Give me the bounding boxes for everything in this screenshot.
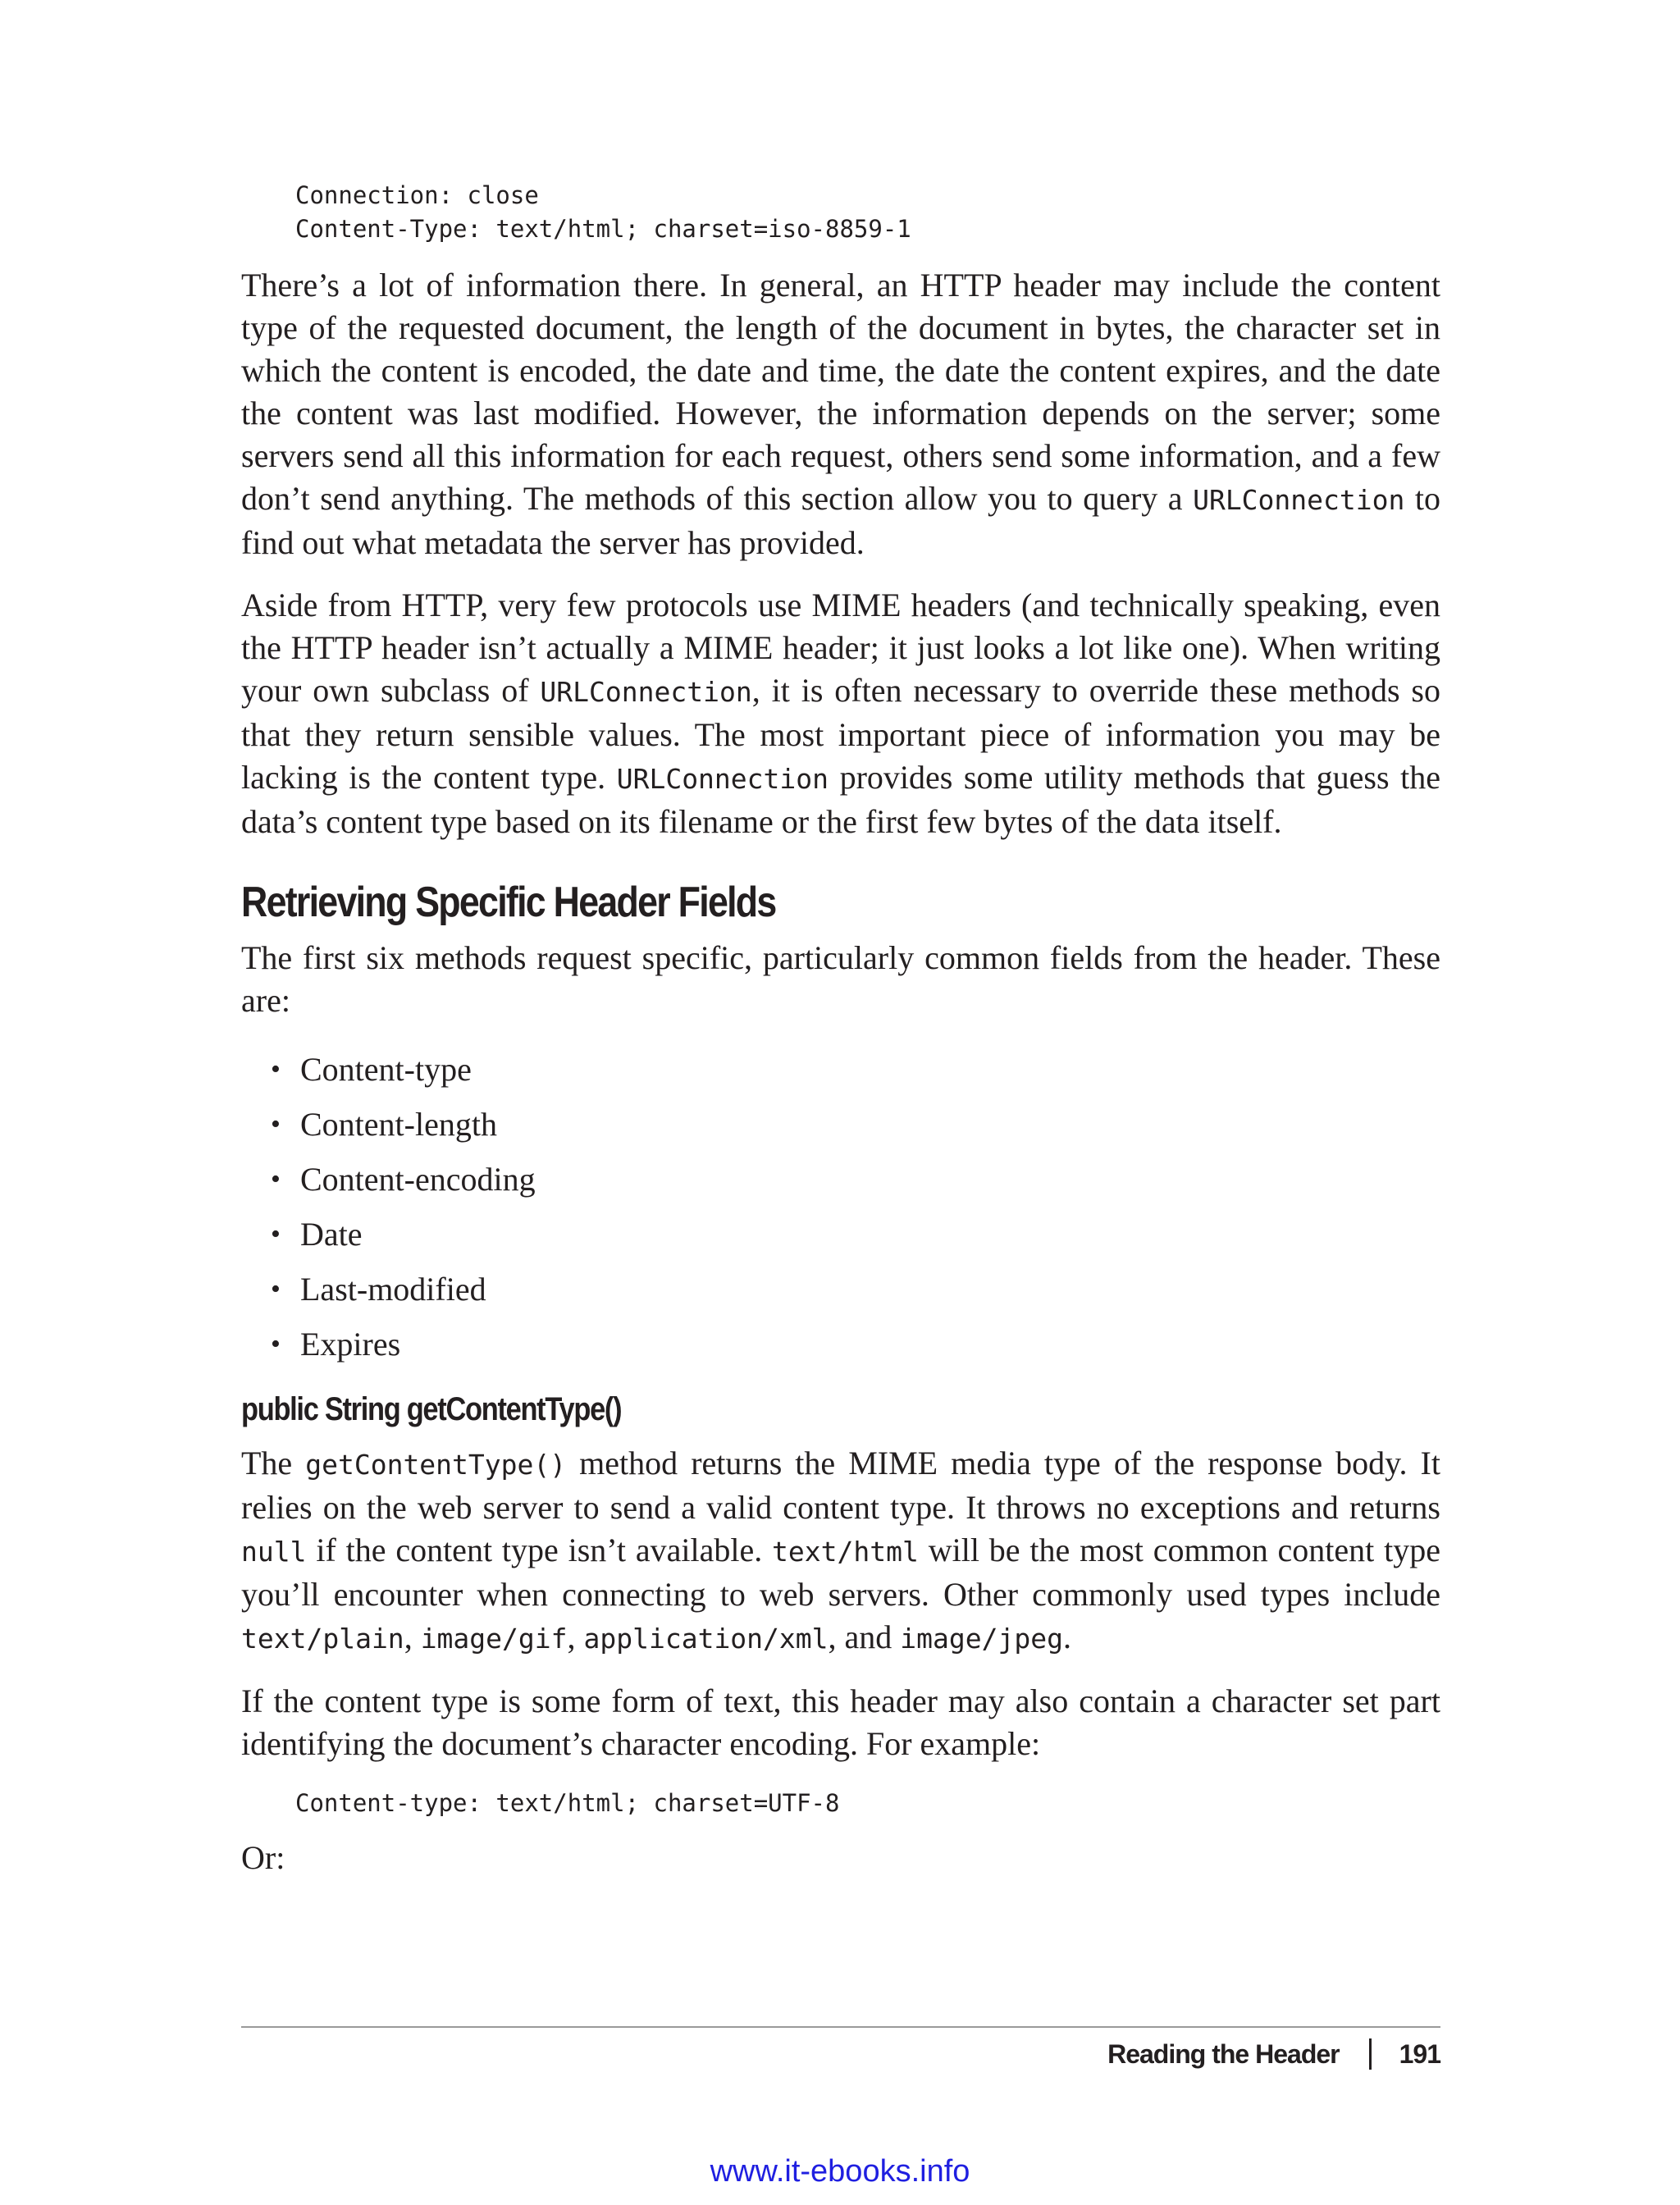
paragraph-charset: If the content type is some form of text, this header may also contain a character set part identifying the document’s character encoding. For example:: [241, 1682, 1440, 1762]
watermark-link[interactable]: www.it-ebooks.info: [710, 2154, 970, 2189]
page-number: 191: [1399, 2039, 1440, 2069]
page-content: [241, 0, 1440, 1879]
list-item: • Expires: [300, 1317, 1440, 1372]
page-footer: [1107, 2036, 1440, 2072]
paragraph-http-header-info: There’s a lot of information there. In general, an HTTP header may include the content type of the requested document, the length of the document in bytes, the character set in which the content is encoded, the date and time, the date the content expires, and the date the content was last modified. However, the information depends on the server; some servers send all this information for each request, others send some information, and a few don’t send anything. The methods of this section allow you to query a URLConnection to find out what metadata the server has provided.: [241, 267, 1440, 561]
inline-code: application/xml: [583, 1623, 829, 1655]
bullet-icon: •: [271, 1219, 281, 1249]
list-item: • Content-encoding: [300, 1152, 1440, 1207]
code-block-example: [295, 1787, 1440, 1820]
method-heading: public String getContentType(): [241, 1391, 622, 1427]
inline-code: URLConnection: [616, 763, 829, 795]
inline-code: text/plain: [241, 1623, 404, 1655]
bullet-icon: •: [271, 1109, 281, 1139]
bullet-icon: •: [271, 1164, 281, 1194]
footer-rule: [241, 2026, 1440, 2028]
list-item: • Last-modified: [300, 1262, 1440, 1317]
inline-code: URLConnection: [1193, 484, 1405, 516]
inline-code: image/gif: [420, 1623, 568, 1655]
inline-code: URLConnection: [540, 676, 752, 708]
code-line: Content-Type: text/html; charset=iso-8859-1: [295, 215, 911, 243]
inline-code: null: [241, 1536, 307, 1568]
list-item: • Content-length: [300, 1097, 1440, 1152]
paragraph-six-methods: The first six methods request specific, particularly common fields from the header. These are:: [241, 939, 1440, 1019]
list-item: • Date: [300, 1207, 1440, 1262]
paragraph-or: Or:: [241, 1839, 285, 1876]
inline-code: text/html: [772, 1536, 919, 1568]
inline-code: getContentType(): [305, 1449, 567, 1481]
code-block-headers: [295, 179, 1440, 246]
paragraph-getcontenttype: The getContentType() method returns the MIME media type of the response body. It relies on the web server to send a valid content type. It throws no exceptions and returns null if the content type isn’t available. text/html will be the most common content type you’ll encounter when connecting to web servers. Other commonly used types include text/plain, image/gif, application/xml, and image/jpeg.: [241, 1445, 1440, 1655]
footer-section-title: Reading the Header: [1107, 2039, 1340, 2069]
list-item: • Content-type: [300, 1042, 1440, 1097]
paragraph-mime-headers: Aside from HTTP, very few protocols use MIME headers (and technically speaking, even the HTTP header isn’t actually a MIME header; it just looks a lot like one). When writing your own subclass of URLConnection, it is often necessary to override these methods so that they return sensible values. The most important piece of information you may be lacking is the content type. URLConnection provides some utility methods that guess the data’s content type based on its filename or the first few bytes of the data itself.: [241, 587, 1440, 840]
bullet-icon: •: [271, 1329, 281, 1359]
header-fields-list: [241, 1042, 1440, 1372]
code-line: Connection: close: [295, 181, 539, 209]
code-line: Content-type: text/html; charset=UTF-8: [295, 1789, 840, 1817]
bullet-icon: •: [271, 1274, 281, 1304]
inline-code: image/jpeg: [900, 1623, 1063, 1655]
footer-separator: [1369, 2038, 1372, 2070]
section-heading: Retrieving Specific Header Fields: [241, 879, 776, 926]
bullet-icon: •: [271, 1054, 281, 1084]
